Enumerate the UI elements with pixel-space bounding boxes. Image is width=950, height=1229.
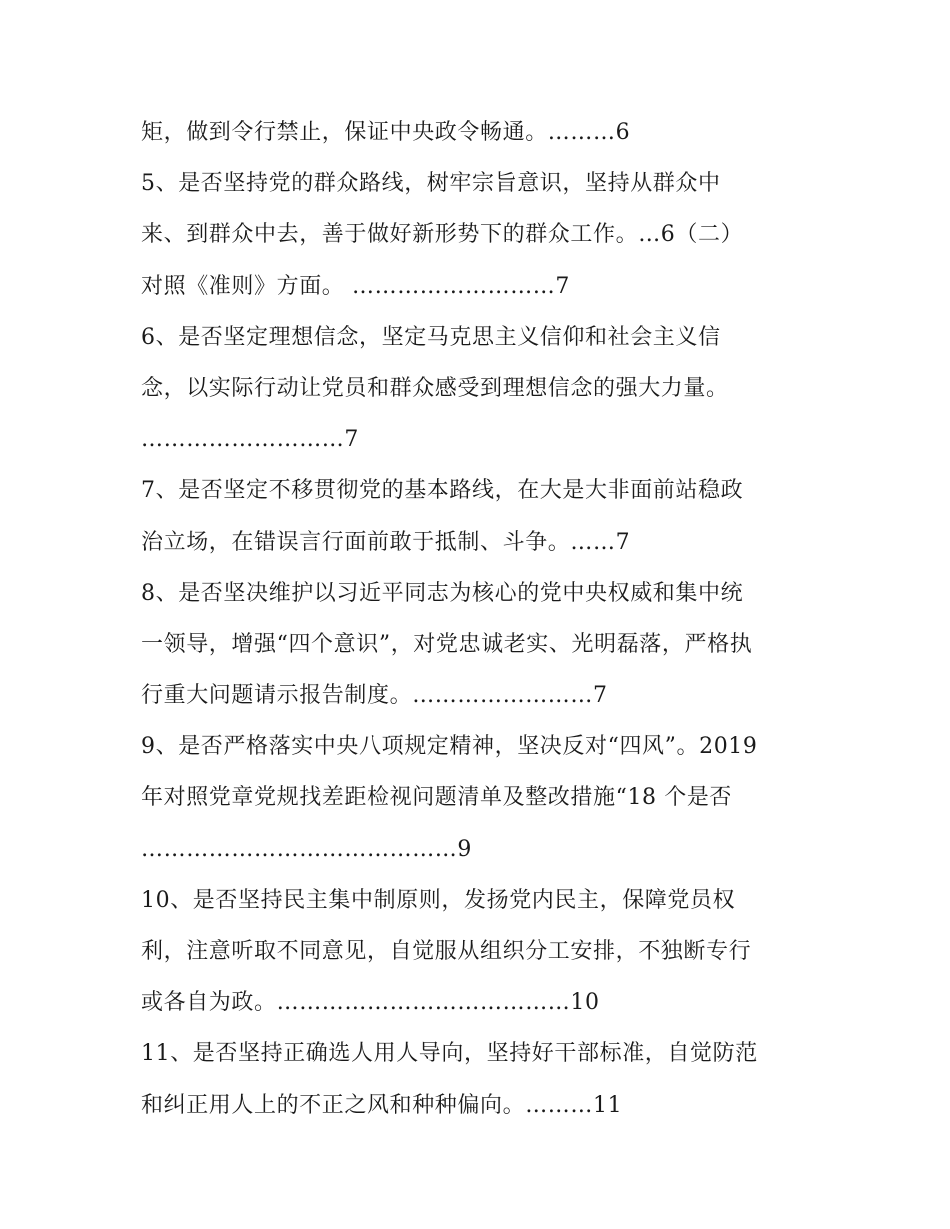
toc-line: 或各自为政。…………………………………10	[141, 990, 600, 1016]
toc-line: 9、是否严格落实中央八项规定精神，坚决反对“四风”。2019	[141, 734, 758, 760]
toc-line: 8、是否坚决维护以习近平同志为核心的党中央权威和集中统	[141, 580, 744, 606]
toc-line: 念，以实际行动让党员和群众感受到理想信念的强大力量。	[141, 375, 729, 401]
toc-line: 6、是否坚定理想信念，坚定马克思主义信仰和社会主义信	[141, 324, 721, 350]
toc-line: 利，注意听取不同意见，自觉服从组织分工安排，不独断专行	[141, 939, 752, 964]
toc-line: ……………………………………9	[141, 836, 472, 862]
toc-line: ………………………7	[141, 427, 359, 453]
toc-line: 矩，做到令行禁止，保证中央政令畅通。………6	[141, 120, 631, 145]
toc-line: 一领导，增强“四个意识”，对党忠诚老实、光明磊落，严格执	[141, 631, 753, 657]
toc-line: 对照《准则》方面。 ………………………7	[141, 273, 570, 299]
toc-line: 5、是否坚持党的群众路线，树牢宗旨意识，坚持从群众中	[141, 171, 721, 197]
toc-line: 7、是否坚定不移贯彻党的基本路线，在大是大非面前站稳政	[141, 478, 744, 504]
toc-line: 11、是否坚持正确选人用人导向，坚持好干部标准，自觉防范	[141, 1041, 758, 1067]
toc-line: 年对照党章党规找差距检视问题清单及整改措施“18 个是否	[141, 785, 733, 811]
toc-line: 和纠正用人上的不正之风和种种偏向。………11	[141, 1092, 623, 1118]
toc-line: 来、到群众中去，善于做好新形势下的群众工作。…6（二）	[141, 222, 744, 248]
toc-line: 治立场，在错误言行面前敢于抵制、斗争。……7	[141, 529, 631, 555]
toc-line: 行重大问题请示报告制度。……………………7	[141, 683, 608, 709]
toc-line: 10、是否坚持民主集中制原则，发扬党内民主，保障党员权	[141, 887, 736, 913]
table-of-contents	[141, 107, 821, 1131]
